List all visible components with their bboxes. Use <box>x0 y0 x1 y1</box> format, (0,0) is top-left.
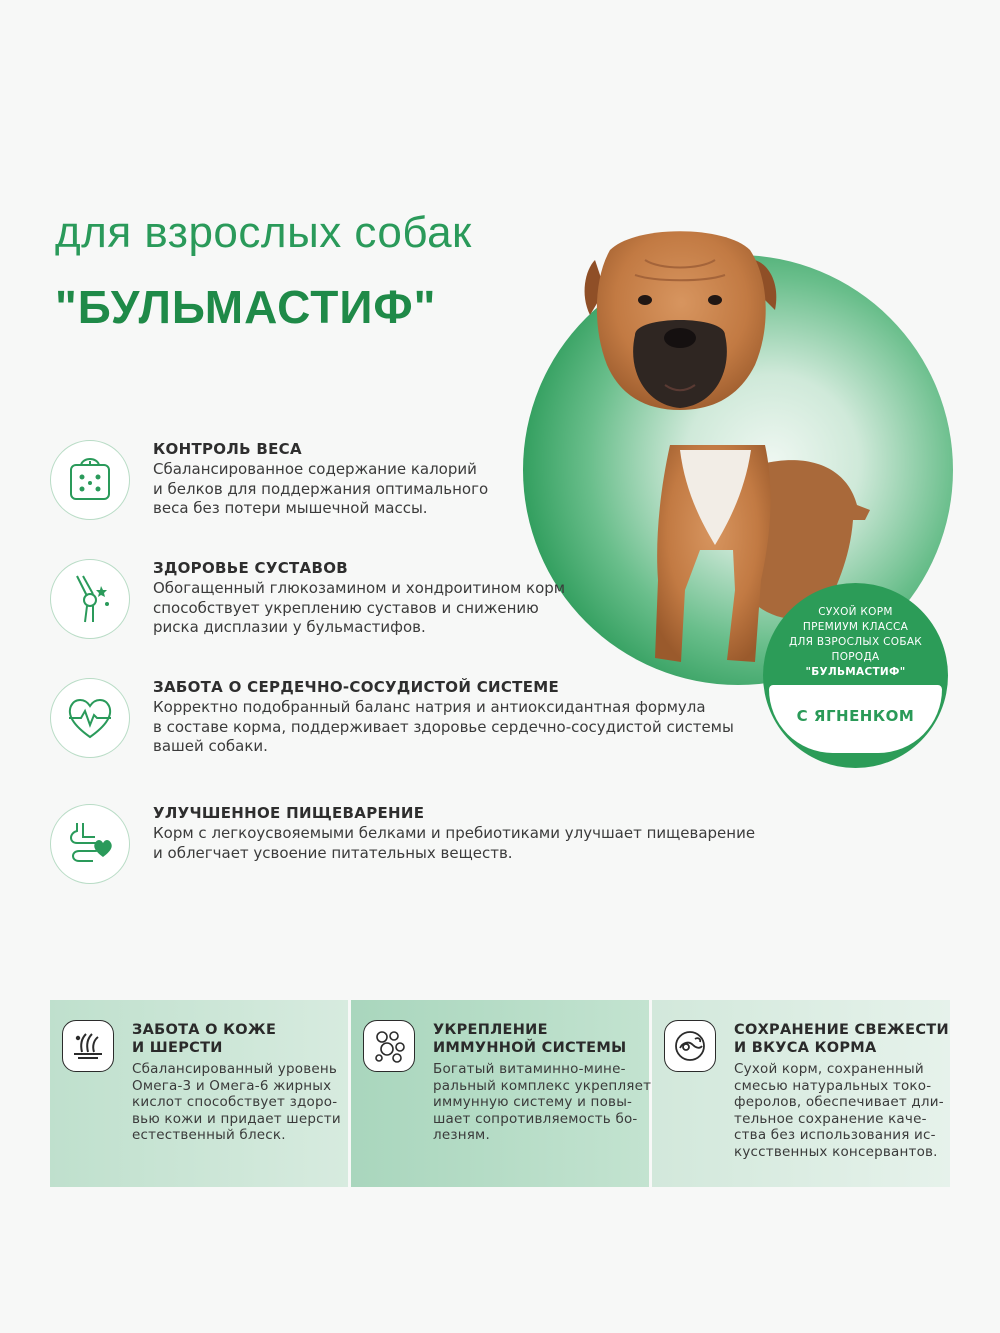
freshness-icon <box>664 1020 716 1072</box>
panel-desc-line: Богатый витаминно-мине- <box>433 1061 626 1077</box>
feature-desc-line: Корм с легкоусвояемыми белками и пребиотиками улучшает пищеварение <box>153 824 756 842</box>
feature-desc-line: в составе корма, поддерживает здоровье сердечно-сосудистой системы <box>153 717 734 736</box>
feature-desc-line: и белков для поддержания оптимального <box>153 479 489 498</box>
panel-title <box>734 1021 949 1057</box>
panel-title <box>433 1021 626 1057</box>
badge-line: ПРЕМИУМ КЛАССА <box>802 621 909 633</box>
panel-desc-line: Сухой корм, сохраненный <box>734 1061 924 1077</box>
panel-description <box>734 1061 944 1160</box>
panel-desc-line: феролов, обеспечивает дли- <box>734 1094 944 1110</box>
joint-icon <box>50 559 130 639</box>
feature-desc-line: вашей собаки. <box>153 737 268 755</box>
panel-description <box>132 1061 341 1144</box>
feature-desc-line: Сбалансированное содержание калорий <box>153 460 477 478</box>
panel-title-line: И ВКУСА КОРМА <box>734 1040 877 1056</box>
feature-weight-control <box>50 440 770 522</box>
panel-desc-line: смесью натуральных токо- <box>734 1077 932 1094</box>
feature-desc-line: способствует укреплению суставов и снижению <box>153 598 539 617</box>
heading-line-1: для взрослых собак <box>55 208 472 257</box>
badge-flavor: С ЯГНЕНКОМ <box>769 685 942 753</box>
feature-title: ЗАБОТА О СЕРДЕЧНО-СОСУДИСТОЙ СИСТЕМЕ <box>153 678 560 696</box>
panel-desc-line: естественный блеск. <box>132 1127 286 1143</box>
panel-desc-line: ства без использования ис- <box>734 1127 936 1143</box>
panel-title-line: ИММУННОЙ СИСТЕМЫ <box>433 1040 627 1056</box>
panel-desc-line: кусственных консервантов. <box>734 1143 938 1160</box>
feature-title: УЛУЧШЕННОЕ ПИЩЕВАРЕНИЕ <box>153 804 425 822</box>
feature-desc-line: веса без потери мышечной массы. <box>153 499 428 517</box>
heading-line-2: "БУЛЬМАСТИФ" <box>55 281 437 333</box>
badge-breed: "БУЛЬМАСТИФ" <box>805 666 906 678</box>
panel-desc-line: кислот способствует здоро- <box>132 1094 338 1110</box>
feature-desc-line: и облегчает усвоение питательных веществ. <box>153 843 513 862</box>
panel-title-line: СОХРАНЕНИЕ СВЕЖЕСТИ <box>734 1022 949 1038</box>
panel-description <box>433 1061 651 1144</box>
panel-desc-line: Сбалансированный уровень <box>132 1061 338 1077</box>
panel-title-line: УКРЕПЛЕНИЕ <box>433 1022 548 1038</box>
feature-digestion <box>50 804 770 886</box>
feature-desc-line: Обогащенный глюкозамином и хондроитином корм <box>153 579 566 597</box>
panel-title <box>132 1021 276 1057</box>
feature-description <box>153 824 755 863</box>
panel-desc-line: вью кожи и придает шерсти <box>132 1110 341 1127</box>
vitamins-icon <box>363 1020 415 1072</box>
badge-line: ПОРОДА <box>831 651 880 663</box>
feature-description <box>153 579 565 638</box>
badge-line: СУХОЙ КОРМ <box>818 606 893 618</box>
feature-desc-line: Корректно подобранный баланс натрия и антиоксидантная формула <box>153 698 706 716</box>
badge-line: ДЛЯ ВЗРОСЛЫХ СОБАК <box>788 636 923 648</box>
panel-desc-line: тельное сохранение каче- <box>734 1110 927 1127</box>
feature-cardio-health <box>50 678 770 760</box>
feature-joint-health <box>50 559 770 641</box>
feature-title: КОНТРОЛЬ ВЕСА <box>153 440 302 458</box>
digestion-icon <box>50 804 130 884</box>
panel-desc-line: ральный комплекс укрепляет <box>433 1077 652 1094</box>
panel-skin-hair <box>50 1000 348 1187</box>
panel-freshness <box>652 1000 950 1187</box>
panel-immunity <box>351 1000 652 1187</box>
weight-scale-icon <box>50 440 130 520</box>
feature-description <box>153 698 734 757</box>
feature-title: ЗДОРОВЬЕ СУСТАВОВ <box>153 559 348 577</box>
panel-title-line: И ШЕРСТИ <box>132 1040 223 1056</box>
product-badge <box>763 583 948 768</box>
panel-title-line: ЗАБОТА О КОЖЕ <box>132 1022 277 1038</box>
panel-desc-line: лезням. <box>433 1127 490 1143</box>
feature-desc-line: риска дисплазии у бульмастифов. <box>153 618 426 636</box>
skin-hair-icon <box>62 1020 114 1072</box>
feature-description <box>153 460 488 519</box>
panel-desc-line: Омега-3 и Омега-6 жирных <box>132 1077 332 1094</box>
heart-pulse-icon <box>50 678 130 758</box>
panel-desc-line: шает сопротивляемость бо- <box>433 1110 638 1127</box>
panel-desc-line: иммунную систему и повы- <box>433 1094 633 1110</box>
